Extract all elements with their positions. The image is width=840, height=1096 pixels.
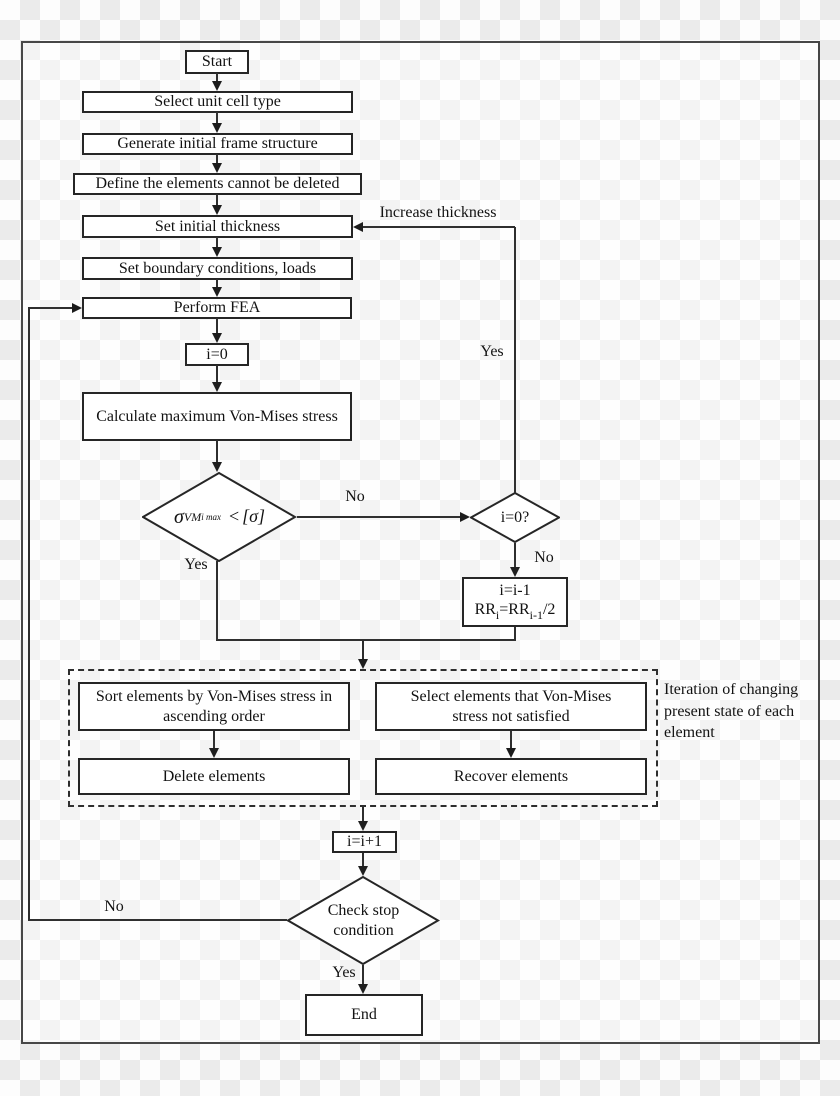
label-no-loop: No [104, 898, 124, 915]
node-select-unit-cell: Select unit cell type [82, 91, 353, 113]
node-set-thickness: Set initial thickness [82, 215, 353, 238]
node-increment-i: i=i+1 [332, 831, 397, 853]
label-yes-increase: Yes [480, 343, 504, 360]
connector-izero-yes-horizontal [362, 226, 515, 228]
arrowhead-down [212, 333, 222, 343]
connector-noloop-horizontal [29, 919, 287, 921]
connector-noloop-into-fea [28, 307, 73, 309]
arrowhead-down [212, 123, 222, 133]
arrowhead-down [212, 81, 222, 91]
arrowhead-down [212, 205, 222, 215]
arrowhead-down [358, 984, 368, 994]
node-sort-elements: Sort elements by Von-Mises stress in ascending order [78, 682, 350, 731]
label-no-stress: No [345, 488, 365, 505]
node-end: End [305, 994, 423, 1036]
arrowhead-down [358, 659, 368, 669]
decision-stress [142, 472, 297, 562]
rollback-line1: i=i-1 [499, 581, 531, 599]
arrowhead-down [212, 247, 222, 257]
label-iteration-note: Iteration of changing present state of each element [664, 681, 799, 742]
connector-merge-horizontal [216, 639, 516, 641]
connector-noloop-vertical [28, 308, 30, 921]
node-perform-fea: Perform FEA [82, 297, 352, 319]
node-define-elements: Define the elements cannot be deleted [73, 173, 362, 195]
decision-stress-formula: σ VM i max < [σ] [174, 506, 265, 528]
decision-i-zero [470, 492, 560, 543]
connector-izero-yes-vertical [514, 227, 516, 493]
arrowhead-down [212, 287, 222, 297]
arrowhead-down [358, 821, 368, 831]
node-rollback [462, 577, 568, 627]
decision-i-zero-label: i=0? [500, 508, 530, 526]
rollback-line2: $RR_i=RR_{i-1}/2$ [474, 601, 556, 623]
arrowhead-down [212, 163, 222, 173]
arrowhead-right [460, 512, 470, 522]
decision-check-stop-label: Check stop condition [327, 902, 400, 939]
arrowhead-down [510, 567, 520, 577]
node-delete-elements: Delete elements [78, 758, 350, 795]
arrowhead-down [358, 866, 368, 876]
arrowhead-right [72, 303, 82, 313]
connector-into-group [362, 641, 364, 661]
label-no-izero: No [534, 549, 554, 566]
node-set-boundary: Set boundary conditions, loads [82, 257, 353, 280]
node-start: Start [185, 50, 249, 74]
connector-stress-no [297, 516, 461, 518]
connector-izero-no [514, 543, 516, 569]
arrowhead-down [209, 748, 219, 758]
connector-rollback-merge [514, 627, 516, 641]
label-yes-stop: Yes [332, 964, 356, 981]
label-yes-stress: Yes [184, 556, 208, 573]
arrowhead-down [212, 462, 222, 472]
node-init-i: i=0 [185, 343, 249, 366]
decision-check-stop [287, 876, 440, 965]
node-generate-frame: Generate initial frame structure [82, 133, 353, 155]
node-select-elements: Select elements that Von-Mises stress not satisfied [375, 682, 647, 731]
node-recover-elements: Recover elements [375, 758, 647, 795]
arrowhead-down [506, 748, 516, 758]
node-calc-stress: Calculate maximum Von-Mises stress [82, 392, 352, 441]
label-increase-thickness: Increase thickness [379, 204, 497, 221]
arrowhead-left [353, 222, 363, 232]
arrowhead-down [212, 382, 222, 392]
